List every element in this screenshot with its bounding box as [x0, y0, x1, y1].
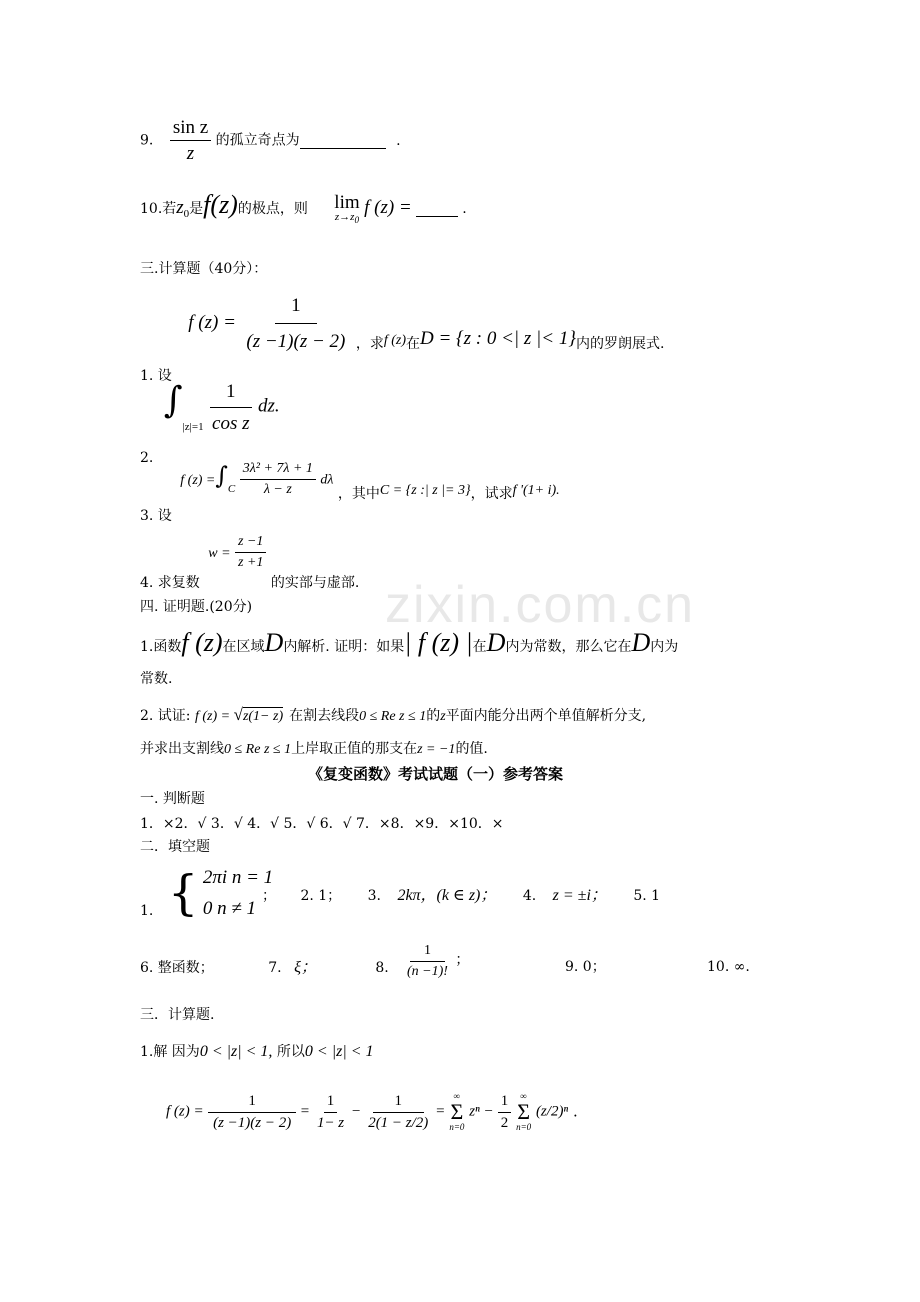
math: 2kπ，(k ∈ z)； [397, 887, 497, 904]
answer-3-heading: 三．计算题. [140, 1007, 215, 1023]
text: ，其中 [337, 485, 380, 502]
subscript: C [227, 482, 236, 495]
sum-bottom: n=0 [449, 1122, 465, 1132]
numerator: 1 [275, 296, 317, 324]
denominator: 2 [500, 1114, 509, 1131]
sum-top: ∞ [453, 1091, 461, 1101]
math: f (z) = [166, 1103, 204, 1120]
numerator: 3λ² + 7λ + 1 [240, 462, 316, 480]
proof-2-line-2 [140, 742, 488, 757]
q-num: 2. [140, 449, 154, 466]
sum-top: ∞ [520, 1091, 527, 1101]
math: f (z) [181, 628, 223, 657]
q-text: 的孤立奇点为 [215, 132, 300, 149]
text: 8. [375, 960, 389, 976]
math: w = [208, 545, 231, 561]
text: 在区域 [222, 639, 265, 655]
text: 的值. [455, 741, 488, 757]
math: ξ； [294, 959, 317, 976]
fraction [235, 535, 266, 570]
answer-3-expansion [166, 1092, 578, 1132]
q-num: 9. [140, 132, 154, 149]
math: f '(1+ i). [512, 482, 560, 498]
watermark: zixin.com.cn [385, 576, 696, 634]
summation [449, 1092, 464, 1132]
q-num: 3. 设 [140, 507, 172, 524]
calc-4 [140, 534, 360, 591]
text: 内的罗朗展式. [575, 335, 665, 352]
text: 2. 试证: [140, 708, 195, 724]
sqrt-sign: √ [233, 705, 243, 724]
text: 内为 [650, 639, 679, 655]
denominator: z +1 [238, 555, 264, 570]
text: 在 [406, 335, 420, 352]
subscript: |z|=1 [182, 420, 204, 433]
q-num: 1. 设 [140, 367, 172, 384]
denominator: z [186, 143, 195, 164]
fraction [240, 296, 351, 351]
text: ，求 [355, 335, 384, 352]
text: 上岸取正值的那支在 [291, 741, 418, 757]
math: f (z) = [364, 197, 412, 218]
sum-bottom: n=0 [516, 1122, 532, 1132]
subscript: 0 [183, 207, 190, 220]
denominator: 1− z [316, 1114, 345, 1131]
integral-sign: ∫ [215, 461, 228, 490]
text: 1.解 因为 [140, 1044, 200, 1060]
math: f [203, 190, 211, 219]
case: 2πi n = 1 [202, 867, 274, 888]
answer-2-heading: 二．填空题 [140, 839, 210, 855]
text: 6. 整函数； [140, 960, 214, 976]
text: 的 [426, 708, 441, 724]
math: D = {z : 0 <| z |< 1} [420, 327, 576, 349]
limit [334, 193, 359, 225]
period: . [396, 132, 401, 149]
text: 是 [189, 201, 204, 217]
calc-3 [140, 461, 560, 524]
math: f (z) = [180, 472, 216, 488]
text: 3. [367, 888, 381, 904]
blank [416, 202, 458, 217]
answer-title: 《复变函数》考试试题（一）参考答案 [308, 765, 564, 783]
math: D [264, 628, 284, 657]
math: (z) [210, 190, 238, 219]
text: 的实部与虚部. [270, 574, 360, 591]
answer-2-item-10: 10. ∞. [707, 959, 750, 975]
math: D [486, 628, 506, 657]
proof-1-line-2: 常数. [140, 671, 173, 687]
numerator: 1 [210, 382, 252, 408]
text: 平面内能分出两个单值解析分支, [445, 708, 647, 724]
text: 所以 [272, 1044, 305, 1060]
answer-2-row-1-rest [262, 888, 660, 904]
numerator: 1 [324, 1094, 338, 1113]
section-4-heading: 四. 证明题.(20分) [140, 599, 253, 615]
numerator: 1 [373, 1094, 425, 1113]
text: 1.函数 [140, 639, 182, 655]
math: zⁿ [469, 1103, 480, 1120]
sum-sign: Σ [517, 1099, 531, 1124]
text: 并求出支割线 [140, 741, 224, 757]
a-num: 1. [140, 903, 154, 919]
fraction [240, 462, 316, 497]
math: 0 ≤ Re z ≤ 1 [359, 709, 427, 724]
question-10 [140, 192, 467, 225]
numerator: 1 [498, 1094, 512, 1113]
numerator: z −1 [235, 535, 266, 553]
denominator: 2(1 − z/2) [368, 1114, 429, 1131]
math: D [631, 628, 651, 657]
numerator: 1 [208, 1094, 296, 1113]
math: = [300, 1103, 310, 1120]
text: 在 [472, 639, 487, 655]
lim-sub: z→z [334, 210, 355, 223]
proof-2-line-1 [140, 706, 646, 724]
math: 0 ≤ Re z ≤ 1 [224, 742, 292, 757]
period: . [572, 1102, 578, 1121]
text: 4. [522, 888, 537, 904]
text: ，试求 [470, 485, 513, 502]
math: = [436, 1103, 445, 1120]
math: 0 < |z| < 1, [199, 1043, 273, 1060]
fraction [170, 118, 211, 163]
fraction [404, 944, 451, 979]
math: f (z) [383, 332, 406, 348]
calc-1 [140, 295, 665, 384]
text: 在割去线段 [289, 708, 360, 724]
q-num: 10. [140, 201, 163, 217]
integral-sign: ∫ [163, 379, 183, 421]
math: − [484, 1103, 494, 1120]
math: 0 < |z| < 1 [304, 1043, 374, 1060]
math: z [440, 709, 446, 724]
answer-3-line-1 [140, 1044, 374, 1060]
math: | f (z) | [404, 628, 473, 657]
fraction [498, 1094, 512, 1131]
text: 若 [162, 201, 177, 217]
math: f (z) = [188, 311, 236, 333]
math: dλ [320, 472, 334, 488]
text: ； [262, 888, 276, 904]
brace: { [167, 865, 199, 921]
answer-2-row-1 [140, 865, 274, 921]
math: − [351, 1103, 361, 1120]
text: 的极点，则 [237, 201, 308, 217]
text: 内为常数，那么它在 [505, 639, 632, 655]
question-9 [140, 118, 401, 163]
text: 7. [268, 960, 282, 976]
answer-1-heading: 一. 判断题 [140, 791, 205, 807]
numerator: 1 [410, 944, 445, 962]
math: z = ±i； [552, 887, 607, 904]
sum-sign: Σ [450, 1099, 464, 1124]
denominator: (z −1)(z − 2) [246, 331, 346, 352]
blank [300, 134, 386, 149]
answer-2-item-9: 9. 0； [565, 959, 606, 975]
case: 0 n ≠ 1 [202, 898, 256, 919]
math: (z/2)ⁿ [535, 1103, 569, 1120]
denominator: (z −1)(z − 2) [213, 1114, 292, 1131]
text: 内解析. 证明：如果 [283, 639, 405, 655]
math: z(1− z) [242, 709, 284, 724]
math: z = −1 [417, 742, 456, 757]
text: 2. 1； [300, 888, 342, 904]
fraction [208, 382, 253, 433]
denominator: cos z [212, 413, 250, 434]
period: . [462, 201, 467, 217]
lim-sub0: 0 [354, 215, 360, 226]
answer-2-item-8 [404, 944, 469, 979]
math: dz. [257, 395, 280, 417]
answer-2-row-2 [140, 960, 389, 976]
lim: lim [334, 191, 360, 213]
math: z [176, 197, 184, 218]
fraction [314, 1094, 347, 1131]
denominator: (n −1)! [407, 964, 448, 979]
proof-1-line-1 [140, 630, 678, 656]
denominator: λ − z [263, 482, 292, 497]
text: 5. 1 [633, 888, 661, 904]
summation [516, 1092, 531, 1132]
q-num: 4. 求复数 [140, 574, 200, 591]
calc-2 [140, 379, 280, 466]
fraction [365, 1094, 431, 1131]
section-3-heading: 三.计算题（40分）： [140, 261, 268, 277]
numerator: sin z [170, 118, 211, 141]
fraction [208, 1094, 296, 1131]
math: f (z) = [194, 709, 234, 724]
answer-1-row: 1．×2．√ 3．√ 4．√ 5．√ 6．√ 7．×8．×9．×10．× [140, 816, 504, 832]
text: ； [455, 951, 470, 968]
math: C = {z :| z |= 3} [379, 482, 471, 498]
